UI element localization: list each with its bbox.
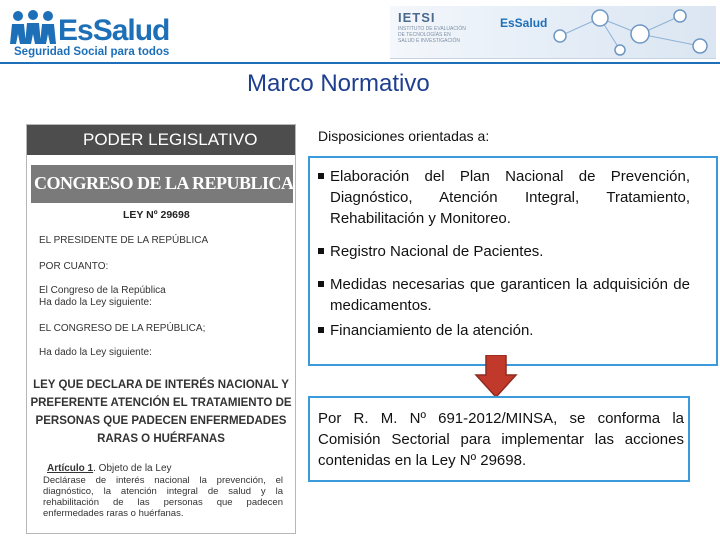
congreso-title: CONGRESO DE LA REPUBLICA [34, 173, 294, 193]
network-graphic-icon [550, 6, 716, 58]
doc-line: Ha dado la Ley siguiente: [39, 297, 152, 308]
document-band-title: PODER LEGISLATIVO [83, 130, 258, 149]
provisions-list [318, 166, 690, 341]
law-number: LEY Nº 29698 [123, 209, 190, 221]
congreso-header [31, 165, 293, 203]
doc-line: EL PRESIDENTE DE LA REPÚBLICA [39, 235, 209, 246]
article-body: Declárase de interés nacional la prevención, el diagnóstico, la atención integral de salud y la rehabilitación de las personas que padecen enfermedades raras o huérfanas. [43, 475, 283, 519]
doc-line: Ha dado la Ley siguiente: [39, 347, 152, 358]
article-heading [47, 463, 172, 474]
law-heading-line: LEY QUE DECLARA DE INTERÉS NACIONAL Y [33, 379, 289, 391]
article-subtitle: . Objeto de la Ley [93, 463, 172, 474]
banner-logo-text: EsSalud [500, 16, 548, 30]
people-logo-icon [10, 10, 56, 46]
law-heading-line: PERSONAS QUE PADECEN ENFERMEDADES [35, 415, 287, 427]
page-title: Marco Normativo [247, 70, 430, 97]
law-document-image [26, 124, 296, 534]
provision-item: Medidas necesarias que garanticen la adquisición de medicamentos. [318, 274, 690, 316]
law-heading-line: RARAS O HUÉRFANAS [97, 433, 225, 445]
provision-item: Elaboración del Plan Nacional de Prevención, Diagnóstico, Atención Integral, Tratamiento, Rehabilitación y Monitoreo. [318, 166, 690, 229]
doc-line: EL CONGRESO DE LA REPÚBLICA; [39, 323, 206, 334]
banner-org-subtitle: INSTITUTO DE EVALUACIÓN DE TECNOLOGÍAS EN SALUD E INVESTIGACIÓN [398, 26, 466, 44]
provision-item: Financiamiento de la atención. [318, 320, 690, 341]
law-heading-line: PREFERENTE ATENCIÓN EL TRATAMIENTO DE [30, 397, 292, 409]
essalud-logo [10, 8, 180, 58]
article-title: Artículo 1 [47, 463, 94, 474]
logo-wordmark: EsSalud [58, 14, 170, 47]
provision-item: Registro Nacional de Pacientes. [318, 241, 690, 262]
doc-line: POR CUANTO: [39, 261, 109, 272]
resolution-text: Por R. M. Nº 691-2012/MINSA, se conforma la Comisión Sectorial para implementar las acciones contenidas en la Ley Nº 29698. [318, 410, 684, 469]
banner-org: IETSI [398, 10, 436, 25]
header-divider [0, 62, 720, 64]
doc-line: El Congreso de la República [39, 285, 166, 296]
document-band [27, 125, 295, 155]
logo-tagline: Seguridad Social para todos [14, 46, 170, 58]
down-arrow-icon [474, 355, 518, 399]
provisions-intro: Disposiciones orientadas a: [318, 128, 490, 144]
ietsi-banner [390, 6, 716, 59]
